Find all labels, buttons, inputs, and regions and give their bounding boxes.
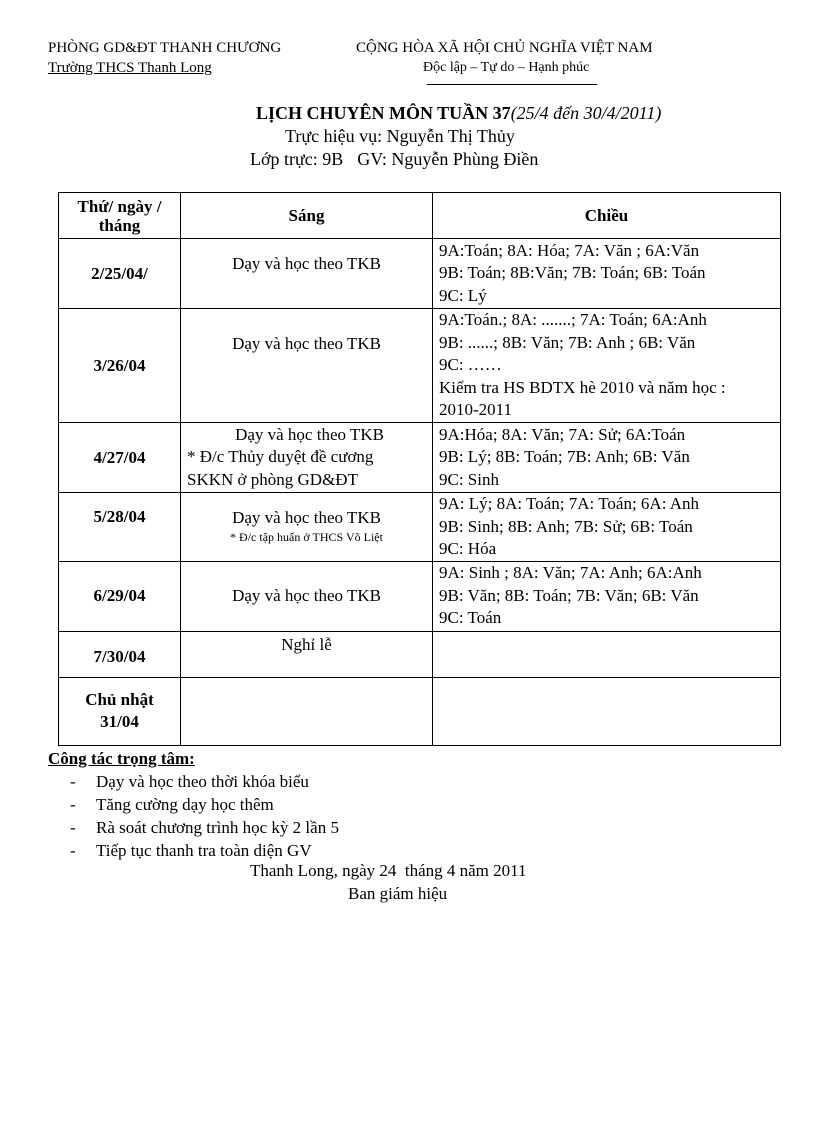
day-cell: 2/25/04/ [59,239,181,309]
list-item [70,793,339,816]
morning-text: Dạy và học theo TKB [232,334,381,353]
afternoon-line: 9A:Hóa; 8A: Văn; 7A: Sử; 6A:Toán [439,424,686,444]
bullet-dash: - [70,841,76,860]
bullet-dash: - [70,772,76,791]
day-cell: 7/30/04 [59,631,181,677]
afternoon-line: 9C: Hóa [439,539,497,558]
republic-name: CỘNG HÒA XÃ HỘI CHỦ NGHĨA VIỆT NAM [356,40,653,56]
afternoon-line: 9A: Lý; 8A: Toán; 7A: Toán; 6A: Anh [439,494,700,513]
table-row [59,239,781,309]
table-row [59,493,781,562]
schedule-table [58,192,781,746]
morning-cell [181,493,433,562]
morning-text: Nghỉ lễ [281,634,332,654]
document-title [256,103,661,124]
table-row [59,677,781,745]
afternoon-cell [433,677,781,745]
list-item-text: Dạy và học theo thời khóa biểu [96,772,309,791]
morning-note: * Đ/c Thủy duyệt đề cương [187,447,374,467]
morning-cell [181,239,433,309]
list-item [70,816,339,839]
afternoon-line: Kiểm tra HS BDTX hè 2010 và năm học : [439,377,726,397]
morning-note: SKKN ở phòng GD&ĐT [187,469,358,489]
afternoon-line: 9A:Toán; 8A: Hóa; 7A: Văn ; 6A:Văn [439,240,700,260]
bullet-dash: - [70,795,76,814]
afternoon-line: 9B: Sinh; 8B: Anh; 7B: Sử; 6B: Toán [439,516,693,536]
focus-list [70,770,339,862]
morning-cell [181,631,433,677]
day-cell: 4/27/04 [59,423,181,493]
duty-class: Lớp trực: 9B [250,149,344,169]
header-morning: Sáng [181,193,433,239]
afternoon-cell [433,493,781,562]
list-item-text: Rà soát chương trình học kỳ 2 lần 5 [96,818,339,837]
duty-teacher: GV: Nguyễn Phùng Điền [357,149,539,169]
afternoon-line: 9B: Văn; 8B: Toán; 7B: Văn; 6B: Văn [439,585,699,605]
table-header-row [59,193,781,239]
school-name: Trường THCS Thanh Long [48,60,212,76]
morning-text: Dạy và học theo TKB [232,508,381,527]
afternoon-line: 9A:Toán.; 8A: .......; 7A: Toán; 6A:Anh [439,310,707,330]
afternoon-line: 9C: Sinh [439,469,499,489]
list-item [70,839,339,862]
morning-cell [181,423,433,493]
focus-title: Công tác trọng tâm: [48,749,195,768]
list-item-text: Tiếp tục thanh tra toàn diện GV [96,841,312,860]
header-day: Thứ/ ngày / tháng [59,193,181,239]
afternoon-line: 9C: …… [439,355,502,375]
title-date-range: (25/4 đến 30/4/2011) [510,103,662,123]
afternoon-cell [433,561,781,631]
afternoon-cell [433,631,781,677]
table-row [59,309,781,423]
signature-board: Ban giám hiệu [348,884,448,903]
afternoon-line: 9B: Toán; 8B:Văn; 7B: Toán; 6B: Toán [439,263,706,283]
day-cell: 5/28/04 [59,493,181,562]
bullet-dash: - [70,818,76,837]
afternoon-line: 9A: Sinh ; 8A: Văn; 7A: Anh; 6A:Anh [439,563,702,583]
title-main: LỊCH CHUYÊN MÔN TUẦN 37 [256,103,511,123]
place-date: Thanh Long, ngày 24 tháng 4 năm 2011 [250,861,527,880]
motto-underline [427,84,597,85]
afternoon-line: 9C: Lý [439,285,487,305]
day-cell: 6/29/04 [59,561,181,631]
morning-cell [181,309,433,423]
day-cell: 3/26/04 [59,309,181,423]
table-row [59,561,781,631]
morning-cell [181,561,433,631]
day-cell: Chủ nhật 31/04 [59,677,181,745]
national-motto: Độc lập – Tự do – Hạnh phúc [423,60,590,75]
department-name: PHÒNG GD&ĐT THANH CHƯƠNG [48,40,282,56]
afternoon-cell [433,309,781,423]
table-row [59,423,781,493]
list-item [70,770,339,793]
duty-class-line [250,149,538,170]
afternoon-line: 2010-2011 [439,400,513,420]
afternoon-cell [433,423,781,493]
morning-text: Dạy và học theo TKB [232,586,381,605]
list-item-text: Tăng cường dạy học thêm [96,795,274,814]
table-row [59,631,781,677]
morning-text: Dạy và học theo TKB [235,424,384,444]
afternoon-line: 9B: Lý; 8B: Toán; 7B: Anh; 6B: Văn [439,447,690,467]
header-afternoon: Chiều [433,193,781,239]
morning-text: Dạy và học theo TKB [232,254,381,273]
morning-cell [181,677,433,745]
duty-officer: Trực hiệu vụ: Nguyễn Thị Thủy [285,126,515,146]
afternoon-line: 9B: ......; 8B: Văn; 7B: Anh ; 6B: Văn [439,332,696,352]
afternoon-line: 9C: Toán [439,608,502,628]
morning-note: * Đ/c tập huấn ở THCS Võ Liệt [230,530,383,544]
afternoon-cell [433,239,781,309]
